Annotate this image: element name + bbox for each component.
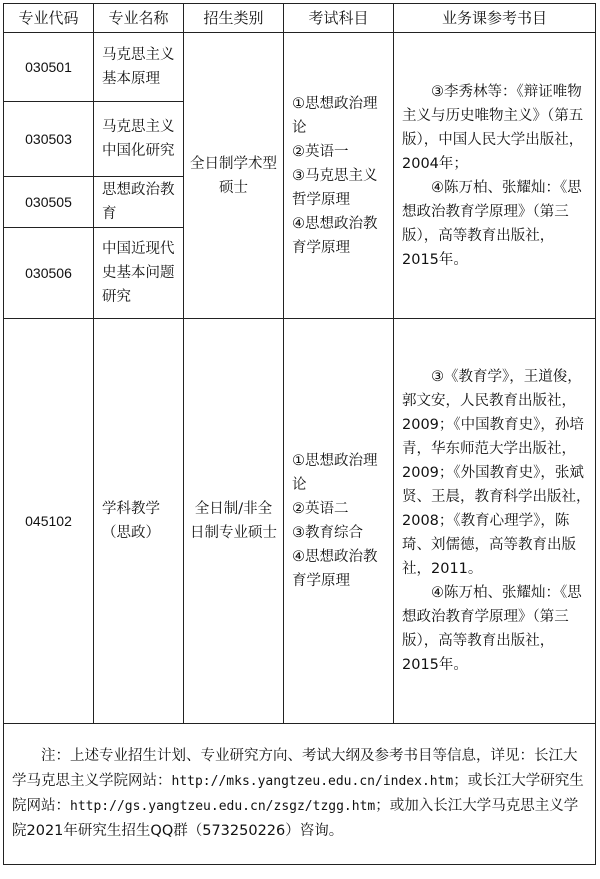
major-code: 045102	[4, 319, 94, 724]
major-name: 思想政治教育	[94, 177, 184, 228]
header-code: 专业代码	[4, 4, 94, 33]
header-name: 专业名称	[94, 4, 184, 33]
exam-subjects	[284, 319, 394, 724]
exam-subject: ④思想政治教育学原理	[292, 549, 378, 589]
reference-item: ④陈万柏、张耀灿：《思想政治教育学原理》（第三版），高等教育出版社，2015年。	[402, 585, 582, 673]
table-row	[4, 319, 596, 724]
major-code: 030505	[4, 177, 94, 228]
note-suffix: ；或加入长江大学马克思主义学院2021年研究生招生QQ群（573250226）咨询。	[12, 798, 579, 839]
table-row	[4, 33, 596, 102]
reference-item: ④陈万柏、张耀灿：《思想政治教育学原理》（第三版），高等教育出版社，2015年。	[402, 179, 582, 268]
reference-item: ③李秀林等：《辩证唯物主义与历史唯物主义》（第五版），中国人民大学出版社，2004年；	[402, 83, 584, 172]
major-code: 030501	[4, 33, 94, 102]
enrollment-category: 全日制学术型硕士	[184, 33, 284, 319]
note-cell	[4, 724, 596, 865]
exam-subject: ①思想政治理论	[292, 453, 378, 493]
exam-subjects	[284, 33, 394, 319]
major-name: 马克思主义基本原理	[94, 33, 184, 102]
admission-table	[3, 3, 596, 865]
exam-subject: ③马克思主义哲学原理	[292, 167, 378, 208]
graduate-school-link[interactable]: http://gs.yangtzeu.edu.cn/zsgz/tzgg.htm	[70, 799, 376, 814]
exam-subject: ④思想政治教育学原理	[292, 215, 378, 256]
note-text	[12, 744, 587, 844]
college-website-link[interactable]: http://mks.yangtzeu.edu.cn/index.htm	[171, 774, 454, 789]
exam-subject: ①思想政治理论	[292, 95, 378, 136]
major-code: 030506	[4, 228, 94, 319]
exam-subject: ③教育综合	[292, 525, 363, 541]
major-name: 马克思主义中国化研究	[94, 102, 184, 177]
reference-item: ③《教育学》，王道俊，郭文安，人民教育出版社，2009；《中国教育史》，孙培青，华东师范大学出版社，2009；《外国教育史》，张斌贤、王晨，教育科学出版社，2008；《教育心理学》，陈琦、刘儒德，高等教育出版社，2011。	[402, 369, 591, 577]
header-refs: 业务课参考书目	[394, 4, 596, 33]
major-name: 学科教学（思政）	[94, 319, 184, 724]
major-name: 中国近现代史基本问题研究	[94, 228, 184, 319]
note-prefix: 注：上述专业招生计划、专业研究方向、考试大纲及参考书目等信息，详见：长江大学马克思主义学院网站：	[12, 748, 578, 789]
major-code: 030503	[4, 102, 94, 177]
enrollment-category: 全日制/非全日制专业硕士	[184, 319, 284, 724]
header-subjects: 考试科目	[284, 4, 394, 33]
exam-subject: ②英语一	[292, 143, 349, 160]
note-row	[4, 724, 596, 865]
header-category: 招生类别	[184, 4, 284, 33]
reference-books	[394, 319, 596, 724]
note-middle: ；或长江大学研究生院网站：	[12, 773, 584, 814]
reference-books	[394, 33, 596, 319]
exam-subject: ②英语二	[292, 501, 349, 517]
header-row	[4, 4, 596, 33]
